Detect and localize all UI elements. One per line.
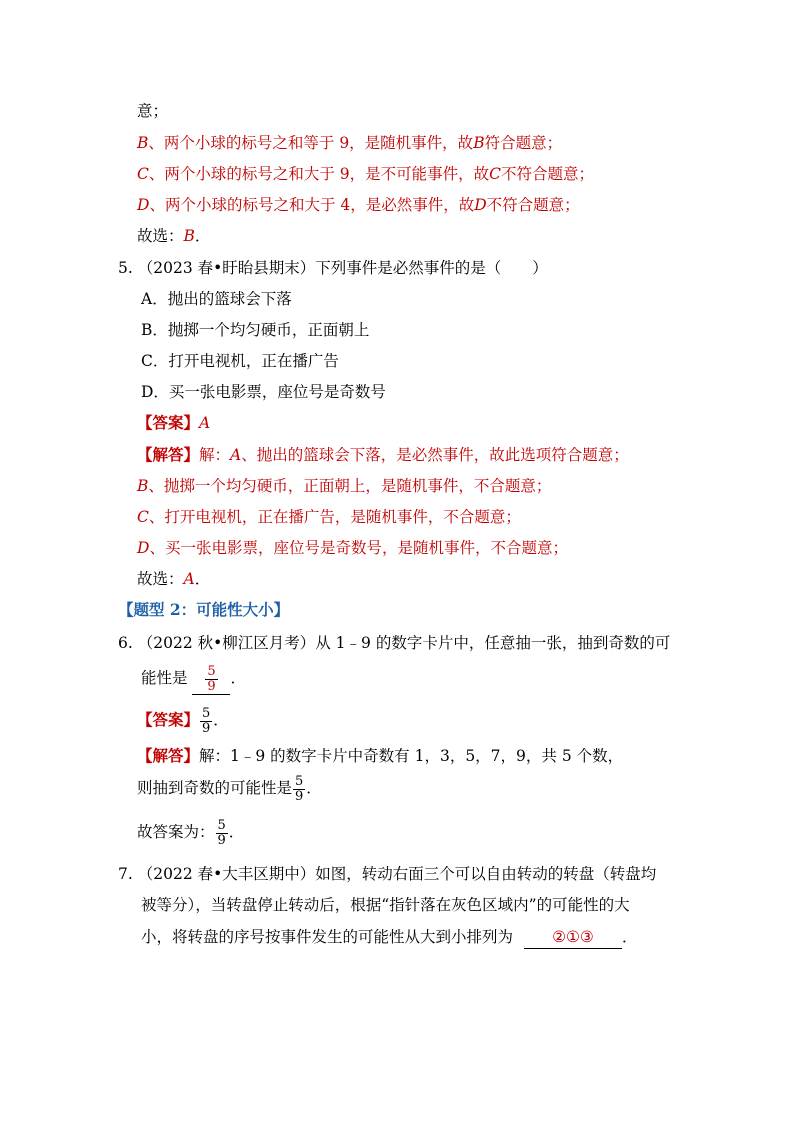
q6-blank-fraction: $\frac{5}{9}$ bbox=[207, 663, 216, 694]
q5-option-a: A．抛出的篮球会下落 bbox=[141, 290, 292, 308]
q7-line1: 7. （2022 春•大丰区期中）如图，转动右面三个可以自由转动的转盘（转盘均 bbox=[118, 865, 657, 883]
q5-option-c: C．打开电视机，正在播广告 bbox=[141, 352, 339, 370]
q6-stem-line2: 能性是 $\frac{5}{9}$ ． bbox=[141, 663, 246, 694]
q5-answer: 【答案】A bbox=[137, 413, 211, 432]
q6-blank bbox=[192, 663, 230, 695]
q5-solution-a: 【解答】解：A、抛出的篮球会下落，是必然事件，故此选项符合题意； bbox=[137, 445, 629, 464]
prev-answer-option-b: B、两个小球的标号之和等于 9，是随机事件，故B符合题意； bbox=[137, 134, 563, 152]
section-heading: 【题型 2：可能性大小】 bbox=[118, 600, 290, 619]
q6-solution-fraction: $\frac{5}{9}$ bbox=[295, 773, 304, 804]
q6-solution-line1: 【解答】解：1﹣9 的数字卡片中奇数有 1，3，5，7，9，共 5 个数， bbox=[137, 746, 624, 765]
q5-solution-d: D、买一张电影票，座位号是奇数号，是随机事件，不合题意； bbox=[137, 539, 568, 557]
q7-blank: ②①③ bbox=[524, 926, 622, 949]
q5-stem: 5. （2023 春•盱眙县期末）下列事件是必然事件的是（ ） bbox=[118, 259, 548, 277]
q6-answer: 【答案】 $\frac{5}{9}$ ． bbox=[137, 705, 229, 736]
prev-answer-option-c: C、两个小球的标号之和大于 9，是不可能事件，故C不符合题意； bbox=[137, 165, 595, 183]
q5-option-b: B．抛掷一个均匀硬币，正面朝上 bbox=[141, 321, 370, 339]
q6-solution-line2: 则抽到奇数的可能性是 $\frac{5}{9}$ ． bbox=[137, 773, 322, 804]
q5-solution-b: B、抛掷一个均匀硬币，正面朝上，是随机事件，不合题意； bbox=[137, 477, 552, 495]
prev-answer-tail: 意； bbox=[137, 102, 169, 120]
q5-option-d: D．买一张电影票，座位号是奇数号 bbox=[141, 383, 386, 401]
prev-answer-choose: 故选：B． bbox=[137, 227, 211, 245]
q5-choose: 故选：A． bbox=[137, 570, 211, 588]
q6-answer-fraction: $\frac{5}{9}$ bbox=[202, 705, 211, 736]
q7-line2: 被等分），当转盘停止转动后，根据“指针落在灰色区域内”的可能性的大 bbox=[141, 896, 630, 914]
q6-final-fraction: $\frac{5}{9}$ bbox=[217, 817, 226, 848]
q5-solution-c: C、打开电视机，正在播广告，是随机事件，不合题意； bbox=[137, 508, 521, 526]
prev-answer-option-d: D、两个小球的标号之和大于 4，是必然事件，故D不符合题意； bbox=[137, 196, 580, 214]
q6-final: 故答案为： $\frac{5}{9}$ ． bbox=[137, 817, 245, 848]
q7-line3: 小，将转盘的序号按事件发生的可能性从大到小排列为 ②①③ ． bbox=[141, 926, 637, 949]
q6-stem-line1: 6. （2022 秋•柳江区月考）从 1﹣9 的数字卡片中，任意抽一张，抽到奇数的可 bbox=[118, 634, 671, 652]
